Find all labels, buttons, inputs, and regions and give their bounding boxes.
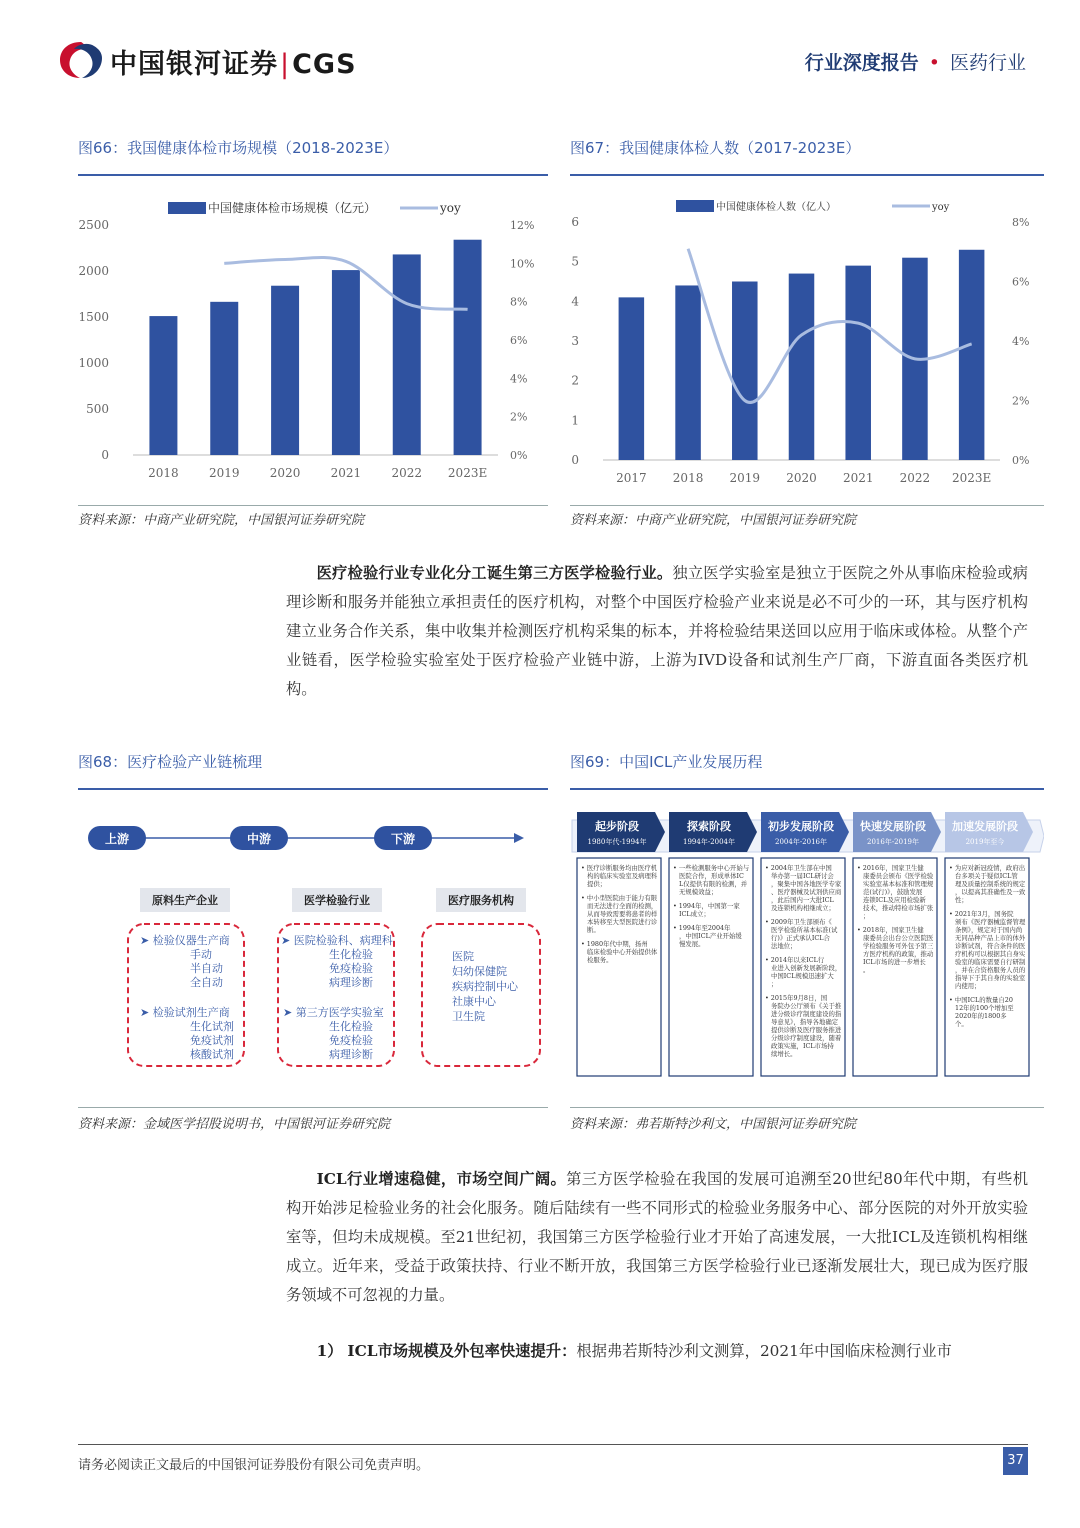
stage-column bbox=[945, 812, 1033, 1076]
y-tick-label: 3 bbox=[571, 334, 579, 348]
legend-bar-swatch bbox=[676, 200, 714, 212]
x-tick-label: 2022 bbox=[899, 471, 931, 485]
logo-cn: 中国银河证券 bbox=[110, 49, 278, 80]
up-group2-item: 生化试剂 bbox=[190, 1020, 234, 1033]
stage-downstream-label: 下游 bbox=[390, 832, 416, 846]
head-upstream: 原料生产企业 bbox=[152, 894, 218, 907]
mid-group2-label: ➤ 第三方医学实验室 bbox=[283, 1006, 384, 1019]
stage-item: • 2014年以来ICL行业进入创新发展新阶段，中国ICL规模迅速扩大； bbox=[765, 956, 842, 988]
header-dot: • bbox=[928, 52, 940, 74]
stage-column bbox=[761, 812, 849, 1076]
stage-item: • 1994年至2004年，中国ICL产业开始缓慢发展。 bbox=[673, 924, 742, 948]
x-tick-label: 2018 bbox=[148, 466, 179, 480]
down-item: 疾病控制中心 bbox=[452, 980, 518, 993]
y2-tick-label: 0% bbox=[510, 449, 528, 462]
y-tick-label: 1500 bbox=[78, 310, 109, 324]
y2-tick-label: 10% bbox=[510, 257, 535, 271]
stage-item: • 一些检测服务中心开始与医院合作，形成单体IC L仅提供有限的检测，并无规模效益； bbox=[673, 864, 750, 896]
bar bbox=[332, 270, 360, 455]
fig69-title: 图69：中国ICL产业发展历程 bbox=[570, 753, 763, 771]
fig66-title: 图66：我国健康体检市场规模（2018-2023E） bbox=[78, 139, 399, 157]
stage-midstream-label: 中游 bbox=[246, 832, 272, 846]
y2-tick-label: 2% bbox=[1012, 394, 1030, 408]
fig67-title: 图67：我国健康体检人数（2017-2023E） bbox=[570, 139, 861, 157]
footer-disclaimer: 请务必阅读正文最后的中国银河证券股份有限公司免责声明。 bbox=[78, 1458, 430, 1473]
up-group1-item: 全自动 bbox=[190, 976, 223, 989]
mid-group1-item: 免疫检验 bbox=[329, 962, 373, 975]
bar bbox=[271, 286, 299, 455]
up-group2-label: ➤ 检验试剂生产商 bbox=[140, 1006, 230, 1019]
stage-upstream bbox=[88, 826, 146, 850]
paragraph-icl-growth bbox=[286, 1165, 1028, 1310]
x-tick-label: 2023E bbox=[447, 466, 488, 480]
chart-legend bbox=[168, 200, 461, 215]
stage-name: 加速发展阶段 bbox=[952, 820, 1018, 833]
stage-item: • 2018年，国家卫生健康委员会出台公立医院医学检验服务可外包予第三方医疗机构的政策，推动 ICL市场的进一步增长。 bbox=[857, 926, 934, 974]
legend-bar-label: 中国健康体检市场规模（亿元） bbox=[208, 201, 377, 215]
bar bbox=[393, 254, 421, 455]
y-tick-label: 6 bbox=[571, 215, 579, 229]
stage-period: 2016年-2019年 bbox=[867, 838, 919, 846]
stage-item: • 2004年卫生部在中国举办第一届ICL研讨会，聚集中国各地医学专家、医疗器械及试剂供应商，此后国内一大批ICL 及连锁机构相继成立； bbox=[765, 864, 842, 912]
fig67-top-rule bbox=[570, 174, 1044, 176]
stage-name: 起步阶段 bbox=[595, 820, 639, 833]
mid-group2-item: 病理诊断 bbox=[329, 1048, 373, 1061]
x-tick-label: 2020 bbox=[786, 471, 817, 485]
stage-item: • 2009年卫生部颁布《医学检验所基本标准(试行)》正式承认ICL合法地位； bbox=[765, 918, 838, 950]
fig69-source: 资料来源：弗若斯特沙利文，中国银河证券研究院 bbox=[570, 1117, 857, 1132]
y-tick-label: 5 bbox=[571, 254, 579, 269]
stage-name: 初步发展阶段 bbox=[768, 820, 834, 833]
down-item: 妇幼保健院 bbox=[452, 965, 507, 978]
up-group2-item: 免疫试剂 bbox=[190, 1034, 234, 1047]
bar bbox=[959, 250, 985, 460]
y-tick-label: 2000 bbox=[78, 264, 109, 278]
paragraph-icl-market bbox=[286, 1337, 1028, 1366]
fig66-bottom-rule bbox=[78, 505, 548, 506]
report-header bbox=[805, 48, 1026, 75]
bar bbox=[619, 297, 645, 460]
y-tick-label: 0 bbox=[101, 448, 109, 462]
industry-label: 医药行业 bbox=[949, 52, 1026, 74]
stage-period: 2004年-2016年 bbox=[775, 838, 827, 846]
y2-tick-label: 6% bbox=[510, 334, 528, 347]
chart-legend bbox=[676, 200, 950, 213]
down-item: 医院 bbox=[452, 950, 474, 963]
mid-group2-item: 免疫检验 bbox=[329, 1034, 373, 1047]
head-downstream: 医疗服务机构 bbox=[448, 894, 514, 907]
stage-box bbox=[577, 858, 661, 1076]
up-group1-label: ➤ 检验仪器生产商 bbox=[140, 934, 230, 947]
x-tick-label: 2020 bbox=[269, 466, 301, 480]
logo-en: CGS bbox=[292, 49, 357, 80]
stage-upstream-label: 上游 bbox=[104, 832, 130, 846]
x-tick-label: 2017 bbox=[616, 471, 647, 485]
fig66-top-rule bbox=[78, 174, 548, 176]
logo-text bbox=[110, 42, 357, 81]
legend-bar-label: 中国健康体检人数（亿人） bbox=[716, 202, 836, 213]
legend-bar-swatch bbox=[168, 202, 206, 214]
x-tick-label: 2023E bbox=[951, 471, 992, 485]
y-tick-label: 500 bbox=[86, 402, 109, 416]
legend-line-label: yoy bbox=[440, 201, 461, 215]
stage-item: • 为应对新冠疫情，政府出台多项关于疑似ICL管理及质量控制系统的规定，以提高其准确性及一致性； bbox=[949, 864, 1026, 904]
x-tick-label: 2021 bbox=[842, 471, 874, 485]
page-number: 37 bbox=[1003, 1447, 1028, 1475]
legend-line-label: yoy bbox=[932, 202, 950, 213]
fig68-diagram bbox=[78, 794, 548, 1094]
x-tick-label: 2018 bbox=[672, 471, 704, 485]
para2-lead: ICL行业增速稳健，市场空间广阔。 bbox=[316, 1170, 567, 1188]
fig67-source: 资料来源：中商产业研究院，中国银河证券研究院 bbox=[570, 513, 857, 528]
y2-tick-label: 4% bbox=[1012, 335, 1030, 348]
fig68-top-rule bbox=[78, 788, 548, 790]
down-item: 卫生院 bbox=[452, 1010, 485, 1023]
x-tick-label: 2019 bbox=[729, 471, 761, 485]
bar bbox=[845, 266, 871, 460]
down-item: 社康中心 bbox=[452, 995, 496, 1008]
fig69-top-rule bbox=[570, 788, 1044, 790]
fig66-source: 资料来源：中商产业研究院，中国银河证券研究院 bbox=[78, 513, 365, 528]
fig66-chart bbox=[78, 180, 548, 500]
bar bbox=[210, 302, 238, 455]
x-tick-label: 2021 bbox=[330, 466, 362, 480]
y-tick-label: 2 bbox=[571, 373, 579, 388]
yoy-line bbox=[688, 249, 972, 403]
up-group2-item: 核酸试剂 bbox=[190, 1048, 234, 1061]
y-tick-label: 2500 bbox=[78, 218, 109, 232]
stage-item: • 1994年，中国第一家 ICL成立； bbox=[673, 902, 740, 918]
fig68-bottom-rule bbox=[78, 1107, 548, 1108]
chain-arrow-icon bbox=[514, 833, 524, 843]
bar bbox=[789, 274, 815, 460]
up-group1-item: 手动 bbox=[190, 948, 212, 961]
bar bbox=[732, 282, 758, 461]
stage-item: • 中国ICL的数量自20 12年的100个增加至 2020年的1800多个。 bbox=[949, 996, 1014, 1028]
stage-period: 1980年代-1994年 bbox=[587, 838, 647, 846]
stage-item: • 医疗诊断服务均由医疗机构的临床实验室及病理科提供； bbox=[581, 864, 658, 888]
y2-tick-label: 12% bbox=[510, 219, 535, 232]
bar bbox=[149, 316, 177, 455]
y2-tick-label: 4% bbox=[510, 372, 528, 386]
para3-body: 根据弗若斯特沙利文测算，2021年中国临床检测行业市 bbox=[576, 1342, 952, 1360]
stage-item: • 2015年9月8日，国务院办公厅颁布《关于推进分级诊疗制度建设的指导意见》，指导各地确定提供诊断及医疗服务推进分级诊疗制度建设，随着政策实施，ICL市场持续增长。 bbox=[765, 994, 842, 1058]
mid-group1-item: 生化检验 bbox=[329, 948, 373, 961]
stage-name: 探索阶段 bbox=[687, 820, 731, 833]
head-midstream: 医学检验行业 bbox=[304, 894, 370, 907]
paragraph-icl-intro bbox=[286, 559, 1028, 704]
stage-column bbox=[853, 812, 941, 1076]
stage-item: • 2021年3月，国务院颁布《医疗器械监督管理条例》，规定对于国内尚无同品种产品上市的体外诊断试剂，符合条件的医疗机构可以根据其自身实验室的临床需要自行研制，并在合资格服务人员的指导下于其自身的实验室内使用； bbox=[949, 910, 1026, 990]
stage-downstream bbox=[374, 826, 432, 850]
mid-group1-label: ➤ 医院检验科、病理科 bbox=[281, 934, 393, 947]
stage-column bbox=[577, 812, 665, 1076]
y-tick-label: 1 bbox=[571, 413, 579, 428]
x-tick-label: 2019 bbox=[208, 466, 240, 480]
bar bbox=[675, 285, 701, 460]
stage-period: 1994年-2004年 bbox=[683, 838, 735, 846]
report-type: 行业深度报告 bbox=[804, 52, 919, 74]
y2-tick-label: 8% bbox=[1012, 216, 1030, 229]
para2-body: 第三方医学检验在我国的发展可追溯至20世纪80年代中期，有些机构开始涉足检验业务的社会化服务。随后陆续有一些不同形式的检验业务服务中心、部分医院的对外开放实验室等，但均未成规模。至21世纪初，我国第三方医学检验行业才开始了高速发展，一大批ICL及连锁机构相继成立。近年来，受益于政策扶持、行业不断开放，我国第三方医学检验行业已逐渐发展壮大，现已成为医疗服务领域不可忽视的力量。 bbox=[286, 1170, 1028, 1304]
para1-lead: 医疗检验行业专业化分工诞生第三方医学检验行业。 bbox=[316, 564, 673, 582]
stage-period: 2019年至今 bbox=[965, 838, 1005, 846]
y-tick-label: 0 bbox=[571, 453, 579, 467]
y2-tick-label: 0% bbox=[1012, 454, 1030, 467]
mid-group1-item: 病理诊断 bbox=[329, 976, 373, 989]
para3-number: 1） bbox=[316, 1342, 343, 1360]
y2-tick-label: 2% bbox=[510, 410, 528, 424]
fig67-bottom-rule bbox=[570, 505, 1044, 506]
stage-item: • 1980年代中期，扬州临床检验中心开始提供体检服务。 bbox=[581, 940, 658, 964]
y2-tick-label: 8% bbox=[510, 295, 528, 309]
fig69-timeline bbox=[570, 810, 1044, 1085]
fig69-bottom-rule bbox=[570, 1107, 1044, 1108]
mid-group2-item: 生化检验 bbox=[329, 1020, 373, 1033]
para3-lead: ICL市场规模及外包率快速提升： bbox=[347, 1342, 577, 1360]
up-group1-item: 半自动 bbox=[190, 962, 223, 975]
bar bbox=[454, 240, 482, 455]
stage-midstream bbox=[230, 826, 288, 850]
fig67-chart bbox=[570, 180, 1044, 500]
footer-rule bbox=[78, 1444, 1028, 1445]
cgs-logo-icon bbox=[58, 40, 104, 80]
y2-tick-label: 6% bbox=[1012, 275, 1030, 289]
para1-body: 独立医学实验室是独立于医院之外从事临床检验或病理诊断和服务并能独立承担责任的医疗机构，对整个中国医疗检验产业来说是必不可少的一环，其与医疗机构建立业务合作关系，集中收集并检测医疗机构采集的标本，并将检验结果送回以应用于临床或体检。从整个产业链看，医学检验实验室处于医疗检验产业链中游，上游为IVD设备和试剂生产厂商，下游直面各类医疗机构。 bbox=[286, 564, 1028, 698]
stage-name: 快速发展阶段 bbox=[860, 820, 926, 833]
y-tick-label: 4 bbox=[571, 294, 579, 309]
fig68-source: 资料来源：金域医学招股说明书，中国银河证券研究院 bbox=[78, 1117, 391, 1132]
fig68-title: 图68：医疗检验产业链梳理 bbox=[78, 753, 263, 771]
y-tick-label: 1000 bbox=[78, 356, 109, 370]
stage-item: • 2016年，国家卫生健康委员会颁布《医学检验实验室基本标准和管理规范(试行)》，鼓励发展连锁ICL及应用检验新技术，推动特检市场扩张； bbox=[857, 864, 934, 920]
stage-column bbox=[669, 812, 757, 1076]
x-tick-label: 2022 bbox=[391, 466, 423, 480]
logo-divider: | bbox=[280, 49, 291, 80]
stage-item: • 中小型医院由于能力有限而无法进行全面的检测，从而导致需要将患者的样本转移至大型医院进行诊断。 bbox=[581, 894, 658, 934]
